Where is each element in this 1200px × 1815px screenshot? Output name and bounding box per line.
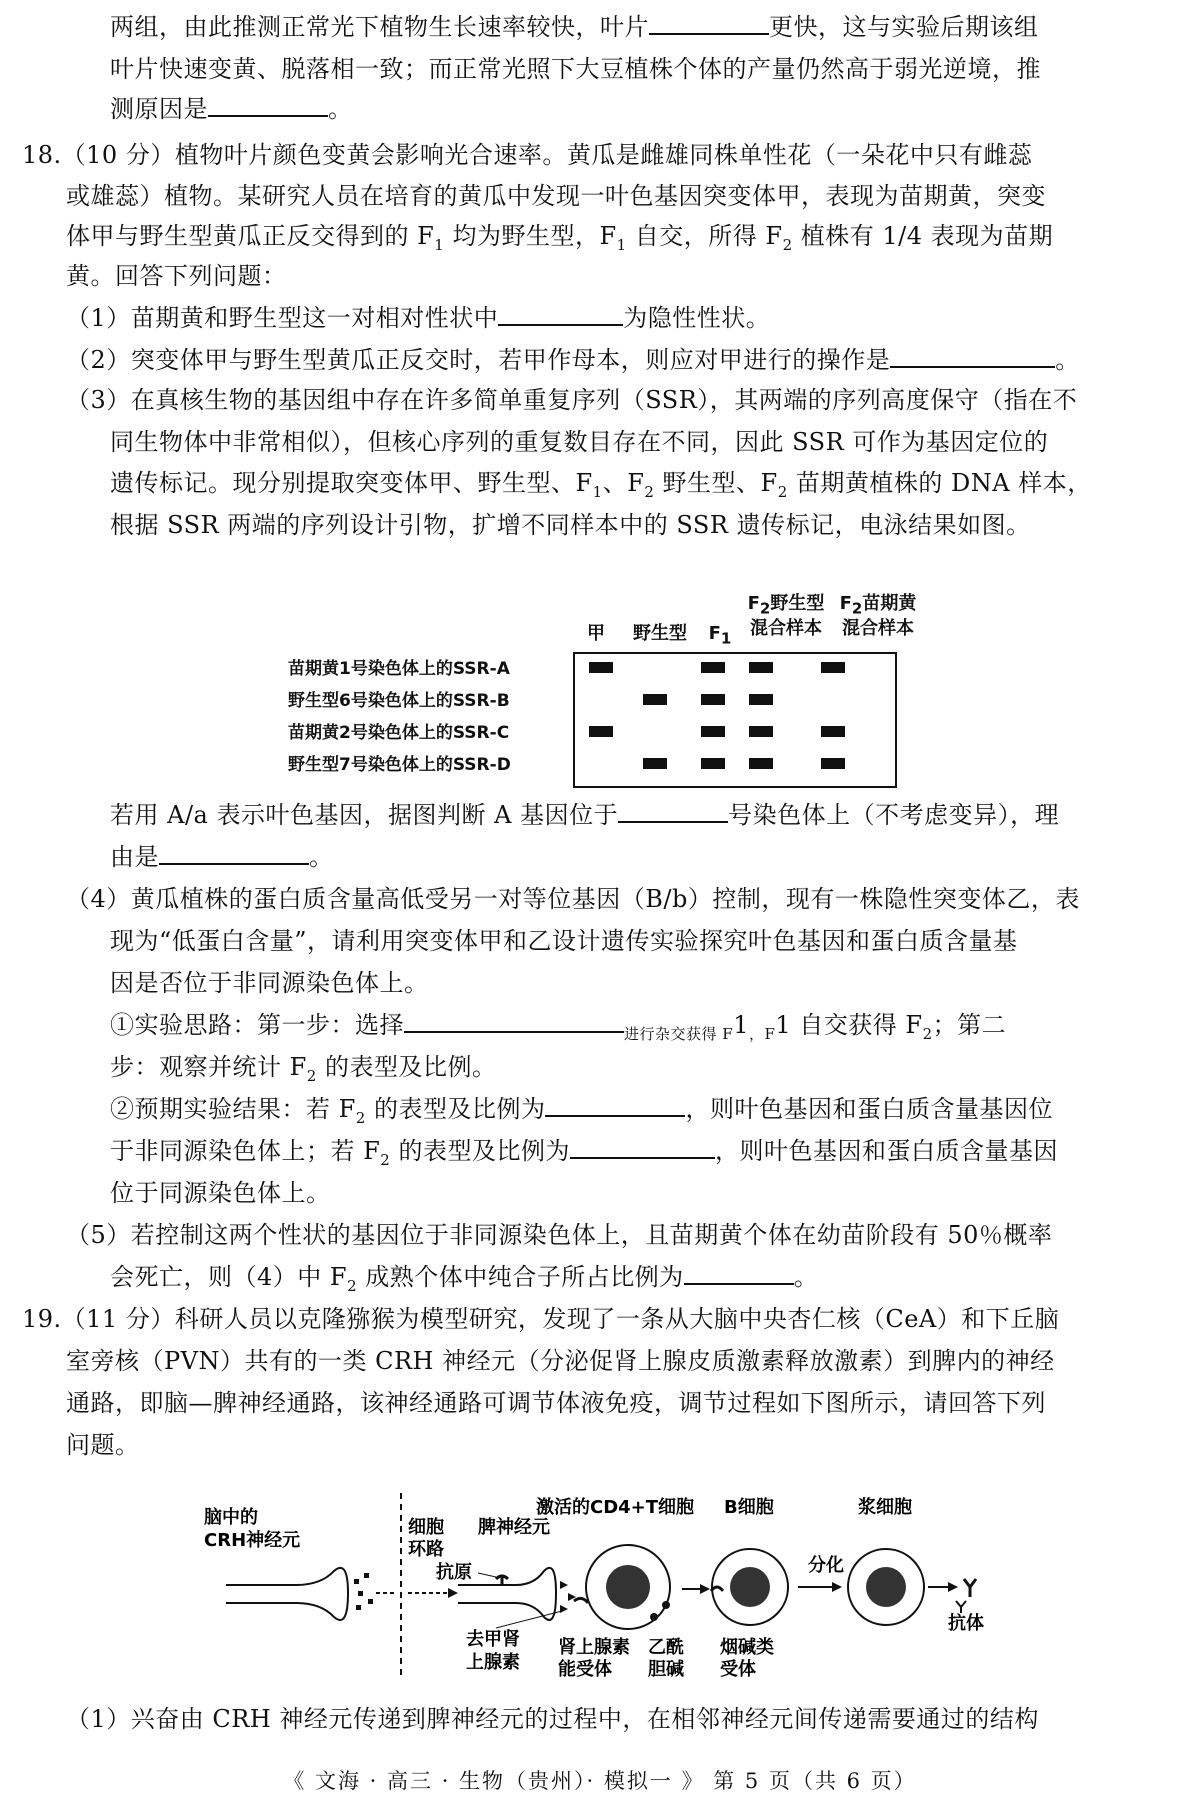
bcell-label: B细胞: [724, 1497, 774, 1518]
subscript: 2: [355, 1108, 366, 1127]
text-segment: 黄。回答下列问题：: [66, 262, 287, 290]
gel-band: [749, 694, 773, 705]
plasma-label: 浆细胞: [858, 1497, 912, 1518]
text-segment: 的表型及比例为: [390, 1137, 570, 1165]
gel-band: [821, 758, 845, 769]
text-line: [110, 508, 1031, 542]
gel-box: [573, 652, 897, 788]
subscript: 1: [434, 235, 445, 254]
text-segment: 问题。: [66, 1431, 140, 1459]
text-segment: 1: [733, 1011, 749, 1039]
page-footer: 《 文海 · 高三 · 生物（贵州）· 模拟一 》 第 5 页（共 6 页）: [283, 1769, 917, 1793]
cd4-label: 激活的CD4+T细胞: [536, 1497, 695, 1518]
text-line: [110, 1176, 331, 1210]
text-line: [110, 1134, 1058, 1177]
text-segment: 1: [775, 1011, 792, 1039]
spleen-neuron-label: 脾神经元: [478, 1517, 550, 1538]
gel-band: [643, 694, 667, 705]
text-line: [110, 466, 1092, 509]
answer-blank[interactable]: [159, 841, 309, 865]
text-segment: 成熟个体中纯合子所占比例为: [357, 1263, 684, 1291]
b-nucleus: [730, 1567, 770, 1607]
text-line: [66, 882, 1080, 916]
text-line: [66, 1218, 1052, 1252]
text-segment: 因是否位于非同源染色体上。: [110, 969, 429, 997]
text-segment: 野生型、F: [654, 469, 778, 497]
gel-band: [701, 726, 725, 737]
gel-band: [749, 758, 773, 769]
spleen-neuron-terminal: [458, 1568, 556, 1620]
text-line: [110, 840, 334, 874]
text-segment: 自交获得 F: [791, 1011, 923, 1039]
answer-blank[interactable]: [890, 344, 1055, 368]
text-line: [110, 966, 429, 1000]
subscript: 2: [922, 1024, 933, 1043]
text-segment: 于非同源染色体上；若 F: [110, 1137, 381, 1165]
text-segment: ，则叶色基因和蛋白质含量基因位: [685, 1095, 1053, 1123]
crh-neuron-terminal: [226, 1568, 348, 1620]
text-line: [110, 1092, 1053, 1135]
subscript: 2: [380, 1150, 391, 1169]
receptor-label-2: 能受体: [558, 1659, 612, 1679]
text-segment: 测原因是: [110, 95, 208, 123]
text-line: [66, 1428, 140, 1462]
subscript: 2: [347, 1276, 358, 1295]
gel-col-f1: $F_1$: [708, 623, 732, 648]
gel-band: [589, 662, 613, 673]
gel-col-wild: 野生型: [633, 623, 687, 644]
gel-col-f2-wild: $F_2$野生型 混合样本: [747, 593, 825, 639]
answer-blank[interactable]: [498, 302, 623, 326]
text-segment: 更快，这与实验后期该组: [769, 13, 1039, 41]
text-segment: 叶片快速变黄、脱落相一致；而正常光照下大豆植株个体的产量仍然高于弱光逆境，推: [110, 55, 1041, 83]
text-segment: 苗期黄植株的 DNA 样本，: [787, 469, 1092, 497]
text-line: [110, 10, 1039, 44]
text-segment: 室旁核（PVN）共有的一类 CRH 神经元（分泌促肾上腺皮质激素释放激素）到脾内的神经: [66, 1347, 1055, 1375]
antigen-label: 抗原: [436, 1562, 472, 1583]
text-segment: 的表型及比例。: [316, 1053, 497, 1081]
text-segment: 。: [309, 843, 334, 871]
subscript: 2: [777, 482, 788, 501]
loop-label-2: 环路: [408, 1539, 444, 1560]
text-segment: 体甲与野生型黄瓜正反交得到的 F: [66, 222, 435, 250]
gel-band: [589, 726, 613, 737]
text-segment: 。: [793, 1263, 819, 1291]
text-line: [22, 1302, 1059, 1336]
text-segment: ；第二: [932, 1011, 1007, 1039]
answer-blank[interactable]: [618, 799, 728, 823]
text-line: [110, 1260, 818, 1303]
cd4-nucleus: [606, 1565, 650, 1609]
text-segment: 均为野生型，F: [444, 222, 617, 250]
gel-band: [821, 662, 845, 673]
nic-label-2: 受体: [720, 1659, 756, 1679]
text-segment: （1）兴奋由 CRH 神经元传递到脾神经元的过程中，在相邻神经元间传递需要通过的结构: [66, 1705, 1039, 1733]
text-line: [110, 1008, 1006, 1051]
gel-row-label: 野生型7号染色体上的SSR-D: [288, 755, 511, 775]
text-segment: 植株有 1/4 表现为苗期: [792, 222, 1054, 250]
pathway-svg: [196, 1493, 996, 1679]
text-segment: 由是: [110, 843, 159, 871]
receptor-label-1: 肾上腺素: [558, 1637, 630, 1658]
gel-band: [749, 726, 773, 737]
text-segment: 18.（10 分）植物叶片颜色变黄会影响光合速率。黄瓜是雌雄同株单性花（一朵花中只有雌蕊: [22, 141, 1033, 169]
answer-blank[interactable]: [545, 1093, 685, 1117]
gel-row-label: 苗期黄1号染色体上的SSR-A: [288, 659, 510, 679]
brain-spleen-pathway-diagram: [196, 1493, 996, 1679]
text-line: [66, 1702, 1039, 1736]
text-segment: 步：观察并统计 F: [110, 1053, 307, 1081]
text-line: [66, 259, 287, 293]
text-segment: 。: [328, 95, 353, 123]
gel-col-f2-yellow: $F_2$苗期黄 混合样本: [839, 593, 917, 639]
subscript: 1: [592, 482, 603, 501]
text-line: [66, 301, 770, 335]
text-segment: 。: [1055, 346, 1080, 374]
text-line: [110, 425, 1048, 459]
brain-label-2: CRH神经元: [204, 1530, 301, 1551]
gel-row-label: 苗期黄2号染色体上的SSR-C: [288, 723, 510, 743]
gel-band: [701, 662, 725, 673]
ach-label-1: 乙酰: [648, 1637, 684, 1658]
gel-band: [821, 726, 845, 737]
text-line: [110, 1050, 496, 1093]
gel-band: [643, 758, 667, 769]
text-segment: 或雄蕊）植物。某研究人员在培育的黄瓜中发现一叶色基因突变体甲，表现为苗期黄，突变: [66, 182, 1046, 210]
answer-blank[interactable]: [649, 11, 769, 35]
text-line: [66, 219, 1053, 262]
subscript: 2: [644, 482, 655, 501]
loop-label-1: 细胞: [408, 1517, 444, 1538]
text-segment: 同生物体中非常相似），但核心序列的重复数目存在不同，因此 SSR 可作为基因定位的: [110, 428, 1049, 456]
text-line: [22, 138, 1032, 172]
subscript: ，F: [748, 1024, 776, 1043]
text-segment: 若用 A/a 表示叶色基因，据图判断 A 基因位于: [110, 801, 619, 829]
text-segment: （2）突变体甲与野生型黄瓜正反交时，若甲作母本，则应对甲进行的操作是: [66, 346, 891, 374]
text-segment: 号染色体上（不考虑变异），理: [728, 801, 1060, 829]
text-line: [66, 1386, 1046, 1420]
text-segment: 现为“低蛋白含量”，请利用突变体甲和乙设计遗传实验探究叶色基因和蛋白质含量基: [110, 927, 1018, 955]
text-segment: ②预期实验结果：若 F: [110, 1095, 356, 1123]
text-segment: 两组，由此推测正常光下植物生长速率较快，叶片: [110, 13, 649, 41]
text-line: [110, 52, 1041, 86]
text-segment: 自交，所得 F: [626, 222, 783, 250]
text-line: [66, 343, 1080, 377]
subscript: 进行杂交获得 F: [624, 1024, 734, 1043]
answer-blank[interactable]: [570, 1135, 715, 1159]
text-segment: 19.（11 分）科研人员以克隆猕猴为模型研究，发现了一条从大脑中央杏仁核（CeA）和下丘脑: [22, 1305, 1060, 1333]
text-segment: 为隐性性状。: [623, 304, 771, 332]
text-segment: 、F: [602, 469, 645, 497]
text-segment: （1）苗期黄和野生型这一对相对性状中: [66, 304, 499, 332]
answer-blank[interactable]: [404, 1009, 624, 1033]
ne-label-2: 上腺素: [466, 1652, 520, 1673]
text-segment: 会死亡，则（4）中 F: [110, 1263, 348, 1291]
text-segment: ①实验思路：第一步：选择: [110, 1011, 404, 1039]
text-line: [110, 924, 1018, 958]
answer-blank[interactable]: [208, 93, 328, 117]
ach-label-2: 胆碱: [648, 1659, 684, 1679]
nic-label-1: 烟碱类: [720, 1637, 774, 1658]
text-segment: 遗传标记。现分别提取突变体甲、野生型、F: [110, 469, 593, 497]
antibody-label: 抗体: [948, 1613, 984, 1634]
text-segment: 通路，即脑—脾神经通路，该神经通路可调节体液免疫，调节过程如下图所示，请回答下列: [66, 1389, 1046, 1417]
text-segment: （4）黄瓜植株的蛋白质含量高低受另一对等位基因（B/b）控制，现有一株隐性突变体乙，表: [66, 885, 1080, 913]
text-line: [110, 798, 1059, 832]
text-segment: 的表型及比例为: [365, 1095, 546, 1123]
electrophoresis-figure: [288, 593, 917, 786]
text-line: [66, 179, 1046, 213]
answer-blank[interactable]: [684, 1261, 794, 1285]
text-segment: （5）若控制这两个性状的基因位于非同源染色体上，且苗期黄个体在幼苗阶段有 50％概率: [66, 1221, 1053, 1249]
text-line: [66, 383, 1077, 417]
brain-label-1: 脑中的: [204, 1507, 258, 1528]
text-segment: 根据 SSR 两端的序列设计引物，扩增不同样本中的 SSR 遗传标记，电泳结果如图。: [110, 511, 1031, 539]
text-segment: （3）在真核生物的基因组中存在许多简单重复序列（SSR），其两端的序列高度保守（指在不: [66, 386, 1078, 414]
gel-band: [701, 758, 725, 769]
ne-label-1: 去甲肾: [466, 1629, 520, 1650]
subscript: 2: [306, 1066, 317, 1085]
gel-band: [749, 662, 773, 673]
text-line: [66, 1344, 1055, 1378]
gel-band: [701, 694, 725, 705]
gel-col-jia: 甲: [587, 623, 605, 644]
text-line: [110, 92, 353, 126]
text-segment: 位于同源染色体上。: [110, 1179, 331, 1207]
gel-row-label: 野生型6号染色体上的SSR-B: [288, 691, 510, 711]
plasma-nucleus: [866, 1567, 906, 1607]
diff-label: 分化: [808, 1555, 844, 1576]
subscript: 2: [782, 235, 793, 254]
text-segment: ，则叶色基因和蛋白质含量基因: [714, 1137, 1058, 1165]
subscript: 1: [616, 235, 627, 254]
